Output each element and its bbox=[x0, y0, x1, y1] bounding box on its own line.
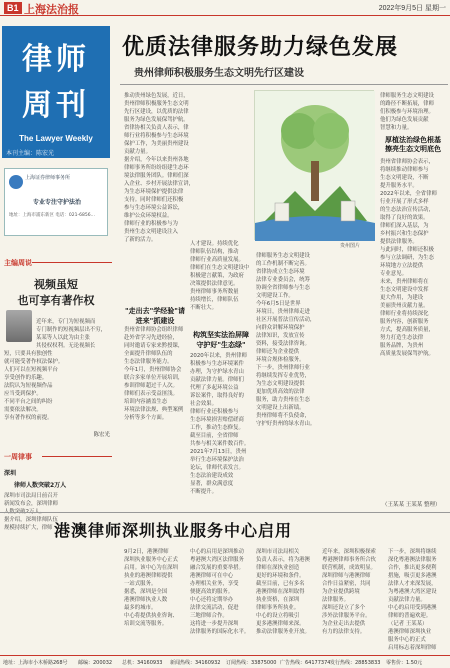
text-line: 深圳还设立了多个 bbox=[322, 605, 366, 611]
text-line: 推动法律服务业开放。 bbox=[256, 629, 310, 635]
text-line: 法律服务。 bbox=[322, 597, 349, 603]
text-line: 服务品牌，为贵州 bbox=[380, 343, 424, 349]
text-line: 律师在深执业创造 bbox=[256, 565, 300, 571]
text-line: 规模持续扩大，律师 bbox=[4, 525, 53, 531]
text-line: 某某等人以此为由主张 bbox=[36, 335, 90, 341]
text-line: 律师行业高质量发展。 bbox=[190, 257, 244, 263]
text-line: 负责人表示，将为港澳 bbox=[256, 557, 310, 563]
text-line: 高质量发展保驾护航。 bbox=[380, 351, 434, 357]
text-line: 律师们在生态文明建设中 bbox=[190, 265, 250, 271]
main-headline: 优质法律服务助力绿色发展 bbox=[122, 34, 399, 60]
column-divider bbox=[32, 262, 112, 263]
text-line: 生态环境损害赔偿磋商 bbox=[190, 417, 244, 423]
weekly-title-en: The Lawyer Weekly bbox=[19, 134, 93, 143]
text-line: 人们可以在短视频平台 bbox=[4, 367, 58, 373]
bottom-rule bbox=[0, 512, 450, 513]
text-line: 的工作机制不断完善。 bbox=[256, 261, 310, 267]
text-line: 更大作用，为建设 bbox=[380, 295, 424, 301]
text-line: 有力的法律支持。 bbox=[322, 629, 366, 635]
text-line: 境法律服务团队。律师们深 bbox=[124, 173, 189, 179]
week-news-headline: 律师人数突破2万人 bbox=[14, 482, 67, 489]
text-line: 为企业提供跨境 bbox=[322, 589, 360, 595]
text-line: 2021年7月13日，贵州 bbox=[190, 449, 247, 455]
text-line: 粤港澳大湾区法律服务 bbox=[190, 557, 244, 563]
text-line: 港澳律师可在中心 bbox=[190, 573, 234, 579]
text-line: 保护工作，为美丽贵州建设 bbox=[124, 141, 189, 147]
weekly-editor: 本刊主编：陈宏光 bbox=[6, 150, 55, 157]
text-line: 维护公众环境权益。 bbox=[124, 213, 173, 219]
column-title-line2: 也可享有著作权 bbox=[17, 294, 95, 307]
text-line: 律师服务生态文明建设 bbox=[256, 253, 310, 259]
text-line: 一站式服务。 bbox=[124, 581, 157, 587]
text-line: 不断壮大。 bbox=[190, 305, 217, 311]
footer-news-hotline: 新闻热线：34160932 bbox=[170, 660, 221, 666]
text-line: 中心还将定期举办 bbox=[190, 597, 234, 603]
text-line: 服务，助力贵州在生态 bbox=[256, 397, 310, 403]
main-subheadline: 贵州律师积极服务生态文明先行区建设 bbox=[134, 68, 304, 79]
section-heading-1: "走出去"学经验"请进来"抓建设 bbox=[125, 307, 185, 325]
text-line: 为生态文明建设提供 bbox=[256, 381, 305, 387]
text-line: 据介绍，深圳律师队伍 bbox=[4, 517, 58, 523]
text-line: 参与立法调研，为生态 bbox=[380, 255, 434, 261]
text-line: 深圳律师与港澳律师 bbox=[322, 573, 371, 579]
text-line: 社区开展普法宣传活动， bbox=[256, 317, 316, 323]
text-line: 港澳律师深圳执业 bbox=[388, 629, 432, 635]
text-line: 生态文明建设中发挥 bbox=[380, 287, 429, 293]
footer-ads: 广告热线：64177374 bbox=[280, 660, 331, 666]
text-line: 律师的普遍欢迎。 bbox=[388, 613, 432, 619]
text-line: 执业资格，在深圳 bbox=[256, 597, 300, 603]
weekly-title-line1: 律师 bbox=[22, 42, 90, 77]
text-line: 据介绍，今年以来贵州各地 bbox=[124, 157, 189, 163]
text-line: 据悉，深圳是全国 bbox=[124, 589, 168, 595]
text-line: 深化粤港澳法律服务 bbox=[388, 557, 437, 563]
text-line: 法律知识，发放宣传 bbox=[256, 333, 305, 339]
text-line: 律师事务所执业。 bbox=[256, 605, 300, 611]
text-line: 新闻发布会，深圳律师 bbox=[4, 501, 58, 507]
text-line: 贡献法律力量。 bbox=[388, 597, 426, 603]
text-line: 不同平台之间的纠纷 bbox=[4, 399, 53, 405]
text-line: 入企业、乡村开展法律宣讲， bbox=[124, 181, 195, 187]
text-line: 为粤港澳大湾区建设 bbox=[388, 589, 437, 595]
text-line: 全面提升律师队伍的 bbox=[124, 351, 173, 357]
text-line: 近年来，专门为短视频而 bbox=[36, 319, 96, 325]
text-line: 这将进一步提升深圳 bbox=[190, 621, 239, 627]
image-caption: 贵州图片 bbox=[340, 243, 361, 249]
main-byline: （王某某 王某某 整理） bbox=[382, 502, 441, 508]
text-line: 中心的启用受到港澳 bbox=[388, 605, 437, 611]
text-line: 其侵权权利。无论视频长 bbox=[36, 343, 96, 349]
text-line: 生态法治建设成效 bbox=[190, 473, 234, 479]
text-line: 提供法律服务。 bbox=[380, 239, 418, 245]
text-line: 执业的港澳律师提供 bbox=[124, 573, 173, 579]
text-line: 深圳市司法局相关 bbox=[256, 549, 300, 555]
text-line: 合作，推出更多便利 bbox=[388, 565, 437, 571]
bottom-headline: 港澳律师深圳执业服务中心启用 bbox=[54, 521, 293, 540]
text-line: 为生态环境保护提供法律 bbox=[124, 189, 184, 195]
text-line: 专业意见。 bbox=[380, 271, 407, 277]
text-line: 律师们深入基层，为 bbox=[380, 223, 429, 229]
text-line: 生态文明建设，不断 bbox=[380, 175, 429, 181]
text-line: 文明建设工作。 bbox=[256, 293, 294, 299]
text-line: 诉讼案件，取得良好的 bbox=[190, 393, 244, 399]
text-line: 乡村振兴和生态保护 bbox=[380, 231, 429, 237]
text-line: 努力打造生态法律 bbox=[380, 335, 424, 341]
text-line: 参与生态环境公益诉讼， bbox=[124, 205, 184, 211]
firm-logo-icon bbox=[9, 175, 23, 189]
text-line: 向群众讲解环境保护 bbox=[256, 325, 305, 331]
text-line: 赴外省学习先进经验， bbox=[124, 335, 178, 341]
text-line: 举行生态环境保护法治 bbox=[190, 457, 244, 463]
text-line: 中心的设立将吸引 bbox=[256, 613, 300, 619]
text-line: 融合发展的重要举措。 bbox=[190, 565, 244, 571]
text-line: 措施，吸引更多港澳 bbox=[388, 573, 437, 579]
text-line: 提升服务水平。 bbox=[380, 183, 418, 189]
text-line: 2022年以来，全省律师 bbox=[380, 191, 437, 197]
text-line: 粤港澳律师事务所合伙 bbox=[322, 557, 376, 563]
text-line: 深圳市司法局日前召开 bbox=[4, 493, 58, 499]
text-line: 积极建言献策，为政府 bbox=[190, 273, 244, 279]
week-news-divider bbox=[42, 456, 112, 457]
text-line: 了新的活力。 bbox=[124, 237, 157, 243]
text-line: 人才建设。持续优化 bbox=[190, 241, 239, 247]
lawyer-weekly-banner bbox=[2, 26, 110, 158]
section-heading-3: 厚植法治绿色根基 擦亮生态文明底色 bbox=[385, 136, 441, 153]
text-line: 的生态法治宣传活动， bbox=[380, 207, 434, 213]
text-line: 环境日，贵州律师走进 bbox=[256, 309, 310, 315]
text-line: 积极参与生态环境案件 bbox=[190, 361, 244, 367]
text-line: 中心将提供执业咨询、 bbox=[124, 613, 178, 619]
text-line: 将继续发挥专业优势， bbox=[256, 373, 310, 379]
text-line: 社会效果。 bbox=[190, 401, 217, 407]
text-line: 法律服务的国际化水平。 bbox=[190, 629, 250, 635]
text-line: 环境法律法规、典型案例 bbox=[124, 407, 184, 413]
text-line: 的路径不断拓展，律师 bbox=[380, 101, 434, 107]
text-line: 应当受到保护。 bbox=[4, 391, 42, 397]
text-line: 省律协成立生态环境 bbox=[256, 269, 305, 275]
text-line: 环境地方立法提供 bbox=[380, 263, 424, 269]
text-line: 港澳律师在深圳取得 bbox=[256, 589, 305, 595]
text-line: 近年来，深圳积极探索 bbox=[322, 549, 376, 555]
text-line: 律师行业还积极参与 bbox=[190, 409, 239, 415]
text-line: 决策提供法律意见。 bbox=[190, 281, 239, 287]
text-line: 共参与相关案件数百件。 bbox=[190, 441, 250, 447]
text-line: 贡献法律力量。律师们 bbox=[190, 377, 244, 383]
text-line: 三地律师合作。 bbox=[190, 613, 228, 619]
text-line: 法律人才来深发展， bbox=[388, 581, 437, 587]
text-line: 先行区建设，以优质的法律 bbox=[124, 109, 189, 115]
footer-zip: 邮编：200032 bbox=[78, 660, 113, 666]
text-line: 贵州律师积极服务生态文明 bbox=[124, 101, 189, 107]
text-line: 下一步，贵州律师行业 bbox=[256, 365, 310, 371]
text-line: 协调全省律师参与生态 bbox=[256, 285, 310, 291]
text-line: 服务内容，创新服务 bbox=[380, 319, 429, 325]
text-line: 最多的城市。 bbox=[124, 605, 157, 611]
text-line: 办理相关业务，享受 bbox=[190, 581, 239, 587]
text-line: 支持。同时律师们还积极 bbox=[124, 197, 184, 203]
text-line: 办理，为守护绿水青山 bbox=[190, 369, 244, 375]
text-line: 省律协相关负责人表示，律 bbox=[124, 125, 189, 131]
text-line: 服务为绿色发展保驾护航。 bbox=[124, 117, 189, 123]
text-line: 下一步，深圳将继续 bbox=[388, 549, 437, 555]
text-line: 律师行业的积极参与为 bbox=[124, 221, 178, 227]
text-line: 贵州省律师协会表示， bbox=[380, 159, 434, 165]
text-line: 们积极参与环境治理。 bbox=[380, 109, 434, 115]
text-line: 享受创作的乐趣。 bbox=[4, 375, 48, 381]
text-line: 服务中心的正式 bbox=[388, 637, 426, 643]
ad-contact: 地址：上海市浦东新区 电话：021-6856... bbox=[9, 213, 95, 218]
text-line: 律师事务所纷纷组建生态环 bbox=[124, 165, 189, 171]
text-line: 师行业将积极参与生态环境 bbox=[124, 133, 189, 139]
text-line: 环境合规体检服务。 bbox=[256, 357, 305, 363]
text-line: 论坛，律师代表发言。 bbox=[190, 465, 244, 471]
text-line: 显著，群众满意度 bbox=[190, 481, 234, 487]
text-line: 法律专业委员会，统筹 bbox=[256, 277, 310, 283]
text-line: 生态法律服务能力。 bbox=[124, 359, 173, 365]
page-code: B1 bbox=[4, 2, 22, 14]
text-line: 守护好贵州的绿水青山。 bbox=[256, 421, 316, 427]
text-line: 行业开展了形式多样 bbox=[380, 199, 429, 205]
text-line: 推动贵州绿色发展，近日， bbox=[124, 93, 189, 99]
text-line: 律师们表示受益匪浅。 bbox=[124, 391, 178, 397]
text-line: 更多港澳律师来深。 bbox=[256, 621, 305, 627]
text-line: 贵州律师事务所数量 bbox=[190, 289, 239, 295]
week-news-city: 深圳 bbox=[4, 470, 17, 477]
text-line: 代理了多起环境公益 bbox=[190, 385, 239, 391]
text-line: 专门制作的短视频层出不穷， bbox=[36, 327, 107, 333]
text-line: 启用。该中心为在深圳 bbox=[124, 565, 178, 571]
text-line: 他们为绿色发展贡献 bbox=[380, 117, 429, 123]
section-heading-2: 构筑坚实法治屏障守护好"生态绿" bbox=[193, 331, 249, 349]
footer-distribution: 发行热线：28853833 bbox=[330, 660, 381, 666]
text-line: 方式，提高服务质量， bbox=[380, 327, 434, 333]
text-line: 截至目前，已有多名 bbox=[256, 581, 305, 587]
footer-price: 零售价：1.50元 bbox=[386, 660, 423, 666]
text-line: 将继续推动律师参与 bbox=[380, 167, 429, 173]
author-portrait bbox=[6, 310, 32, 342]
text-line: 取得了良好的效果。 bbox=[380, 215, 429, 221]
text-line: 需要依法解决。 bbox=[4, 407, 42, 413]
footer bbox=[0, 655, 450, 668]
footer-switchboard: 总机：34160933 bbox=[122, 660, 163, 666]
text-line: 培训交流等服务。 bbox=[124, 621, 168, 627]
text-line: 文明建设上出新绩。 bbox=[256, 405, 305, 411]
text-line: 2020年以来，贵州律师 bbox=[190, 353, 247, 359]
text-line: 不断提升。 bbox=[190, 489, 217, 495]
text-line: 同时邀请专家来黔授课， bbox=[124, 343, 184, 349]
text-line: 短，只要具有独创性 bbox=[4, 351, 53, 357]
paper-name: 上海法治报 bbox=[24, 3, 79, 16]
text-line: 便捷高效的服务。 bbox=[190, 589, 234, 595]
ad-slogan: 专业专注守护法治 bbox=[32, 199, 81, 206]
text-line: 9月2日，港澳律师 bbox=[124, 549, 169, 555]
text-line: 工作，推动生态修复。 bbox=[190, 425, 244, 431]
text-line: 深圳执业服务中心正式 bbox=[124, 557, 178, 563]
text-line: 资料，接受法律咨询。 bbox=[256, 341, 310, 347]
text-line: 更加优质高效的法律 bbox=[256, 389, 305, 395]
text-line: 联营机制，成效明显。 bbox=[322, 565, 376, 571]
text-line: 法院认为短视频作品 bbox=[4, 383, 53, 389]
text-line: 就可能受著作权法保护。 bbox=[4, 359, 64, 365]
text-line: 律师队伍结构，推动 bbox=[190, 249, 239, 255]
text-line: 更好的环境和条件。 bbox=[256, 573, 305, 579]
issue-date: 2022年9月5日 星期一 bbox=[378, 5, 446, 12]
text-line: 贵州省律师协会组织律师 bbox=[124, 327, 184, 333]
week-news-tag: 一周律事 bbox=[4, 453, 32, 461]
text-line: 培训内容涵盖生态 bbox=[124, 399, 168, 405]
text-line: 未来，贵州律师将在 bbox=[380, 279, 429, 285]
text-line: 为企业走出去提供 bbox=[322, 621, 366, 627]
text-line: 享有著作权的前提。 bbox=[4, 415, 53, 421]
text-line: 贵州律师将不负使命， bbox=[256, 413, 310, 419]
text-line: （记者 王某某） bbox=[388, 621, 428, 627]
text-line: 分析等多个方面。 bbox=[124, 415, 168, 421]
footer-address: 地址：上海市小木桥路268号 bbox=[3, 660, 68, 666]
text-line: 启用标志着深圳律师 bbox=[388, 645, 437, 651]
text-line: 律师还为企业提供 bbox=[256, 349, 300, 355]
text-line: 合作日益紧密，共同 bbox=[322, 581, 371, 587]
text-line: 贡献力量。 bbox=[124, 149, 151, 155]
column-title-line1: 视频虽短 bbox=[34, 278, 78, 291]
text-line: 律师服务生态文明建设 bbox=[380, 93, 434, 99]
sidebar bbox=[0, 18, 116, 531]
text-line: 截至目前，全省律师 bbox=[190, 433, 239, 439]
eco-illustration bbox=[254, 90, 374, 240]
headline-rule bbox=[120, 84, 448, 85]
text-line: 中心的启用是深圳推动 bbox=[190, 549, 244, 555]
text-line: 今年6月5日是世界 bbox=[256, 301, 301, 307]
ad-box bbox=[4, 168, 108, 236]
text-line: 律师行业将持续深化 bbox=[380, 311, 429, 317]
text-line: 贵州生态文明建设注入 bbox=[124, 229, 178, 235]
text-line: 涉外法律服务平台。 bbox=[322, 613, 371, 619]
column-tag: 主编周说 bbox=[4, 259, 32, 267]
text-line: 持续增长，律师队伍 bbox=[190, 297, 239, 303]
text-line: 参训律师超过千人次。 bbox=[124, 383, 178, 389]
text-line: 与此同时，律师还积极 bbox=[380, 247, 434, 253]
weekly-title-line2: 周刊 bbox=[22, 88, 90, 123]
text-line: 美丽贵州贡献力量。 bbox=[380, 303, 429, 309]
text-line: 联合多家单位开展培训， bbox=[124, 375, 184, 381]
ad-company: 上海证券律师事务所 bbox=[25, 175, 71, 181]
text-line: 智慧和力量。 bbox=[380, 125, 413, 131]
footer-subscription: 订阅热线：33875000 bbox=[226, 660, 277, 666]
text-line: 今年1月，贵州律师协会 bbox=[124, 367, 182, 373]
text-line: 法律交流活动，促进 bbox=[190, 605, 239, 611]
text-line: 港澳律师执业人数 bbox=[124, 597, 168, 603]
masthead bbox=[0, 0, 450, 16]
column-author: 陈宏光 bbox=[93, 432, 110, 438]
